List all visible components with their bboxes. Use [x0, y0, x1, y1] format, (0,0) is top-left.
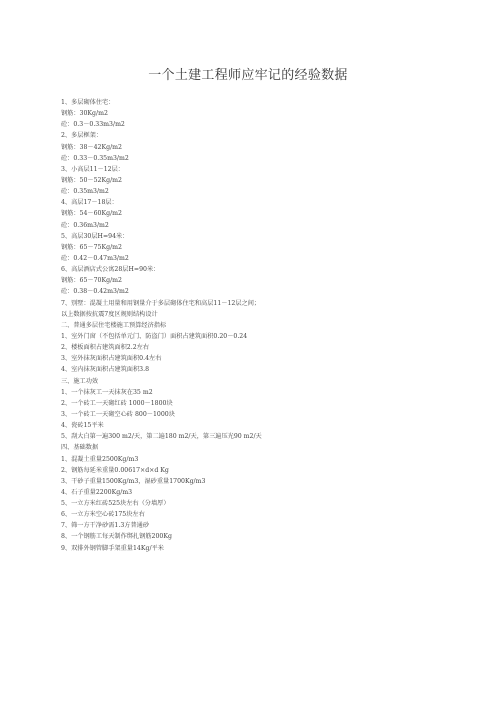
text-line: 1、室外门窗（不包括单元门、防盗门）面积占建筑面积0.20－0.24 [61, 332, 248, 340]
text-line: 砼：0.3－0.33m3/m2 [61, 121, 125, 129]
document-body [61, 97, 461, 554]
text-line: 三、施工功效 [61, 377, 99, 385]
text-line: 钢筋：65－70Kg/m2 [61, 277, 122, 285]
text-line: 2、楼板面积占建筑面积2.2左右 [61, 344, 150, 352]
text-line: 9、双排外钢管脚手架重量14Kg/平米 [61, 544, 164, 552]
text-line: 7、别墅：混凝土用量和用钢量介于多层砌体住宅和高层11－12层之间； [61, 299, 261, 307]
text-line: 砼：0.33－0.35m3/m2 [61, 154, 129, 162]
text-line: 3、一个砖工一天砌空心砖 800－1000块 [61, 410, 175, 418]
text-line: 2、一个砖工一天砌红砖 1000－1800块 [61, 399, 173, 407]
text-line: 四、基础数据 [61, 444, 99, 452]
text-line: 砼：0.42－0.47m3/m2 [61, 254, 129, 262]
text-line: 钢筋：30Kg/m2 [61, 110, 108, 118]
text-line: 3、小高层11－12层： [61, 165, 124, 173]
text-line: 以上数据按抗震7度区规则结构设计 [61, 310, 158, 318]
text-line: 砼：0.38－0.42m3/m2 [61, 288, 129, 296]
text-line: 3、干砂子重量1500Kg/m3，湿砂重量1700Kg/m3 [61, 477, 206, 485]
text-line: 4、瓷砖15平米 [61, 422, 104, 430]
text-line: 5、高层30层H=94米： [61, 232, 129, 240]
text-line: 5、一立方米红砖525块左右（分墙厚） [61, 500, 170, 508]
text-line: 4、石子重量2200Kg/m3 [61, 488, 133, 496]
text-line: 7、筛一方干净砂需1.3方普通砂 [61, 522, 150, 530]
text-line: 6、一立方米空心砖175块左右 [61, 511, 145, 519]
text-line: 3、室外抹灰面积占建筑面积0.4左右 [61, 355, 162, 363]
text-line: 钢筋：65－75Kg/m2 [61, 243, 122, 251]
text-line: 钢筋：50－52Kg/m2 [61, 176, 122, 184]
text-line: 1、多层砌体住宅： [61, 99, 115, 106]
text-line: 1、一个抹灰工一天抹灰在35 m2 [61, 388, 153, 396]
text-line: 2、多层框架： [61, 132, 103, 140]
text-line: 2、钢筋每延米重量0.00617×d×d Kg [61, 466, 169, 474]
text-line: 钢筋：54－60Kg/m2 [61, 210, 122, 218]
document-title: 一个土建工程师应牢记的经验数据 [148, 68, 348, 83]
text-line: 砼：0.35m3/m2 [61, 188, 109, 196]
text-line: 5、刮大白第一遍300 m2/天，第二遍180 m2/天，第三遍压光90 m2/天 [61, 433, 262, 441]
text-line: 钢筋：38－42Kg/m2 [61, 143, 122, 151]
text-line: 8、一个钢筋工每天制作绑扎钢筋200Kg [61, 533, 172, 541]
text-line: 1、混凝土重量2500Kg/m3 [61, 455, 139, 463]
text-line: 4、室内抹灰面积占建筑面积3.8 [61, 366, 150, 374]
text-line: 6、高层酒店式公寓28层H=90米： [61, 266, 160, 274]
text-line: 二、普通多层住宅楼施工预算经济指标 [61, 321, 167, 329]
text-line: 砼：0.36m3/m2 [61, 221, 109, 229]
text-line: 4、高层17－18层： [61, 199, 118, 207]
